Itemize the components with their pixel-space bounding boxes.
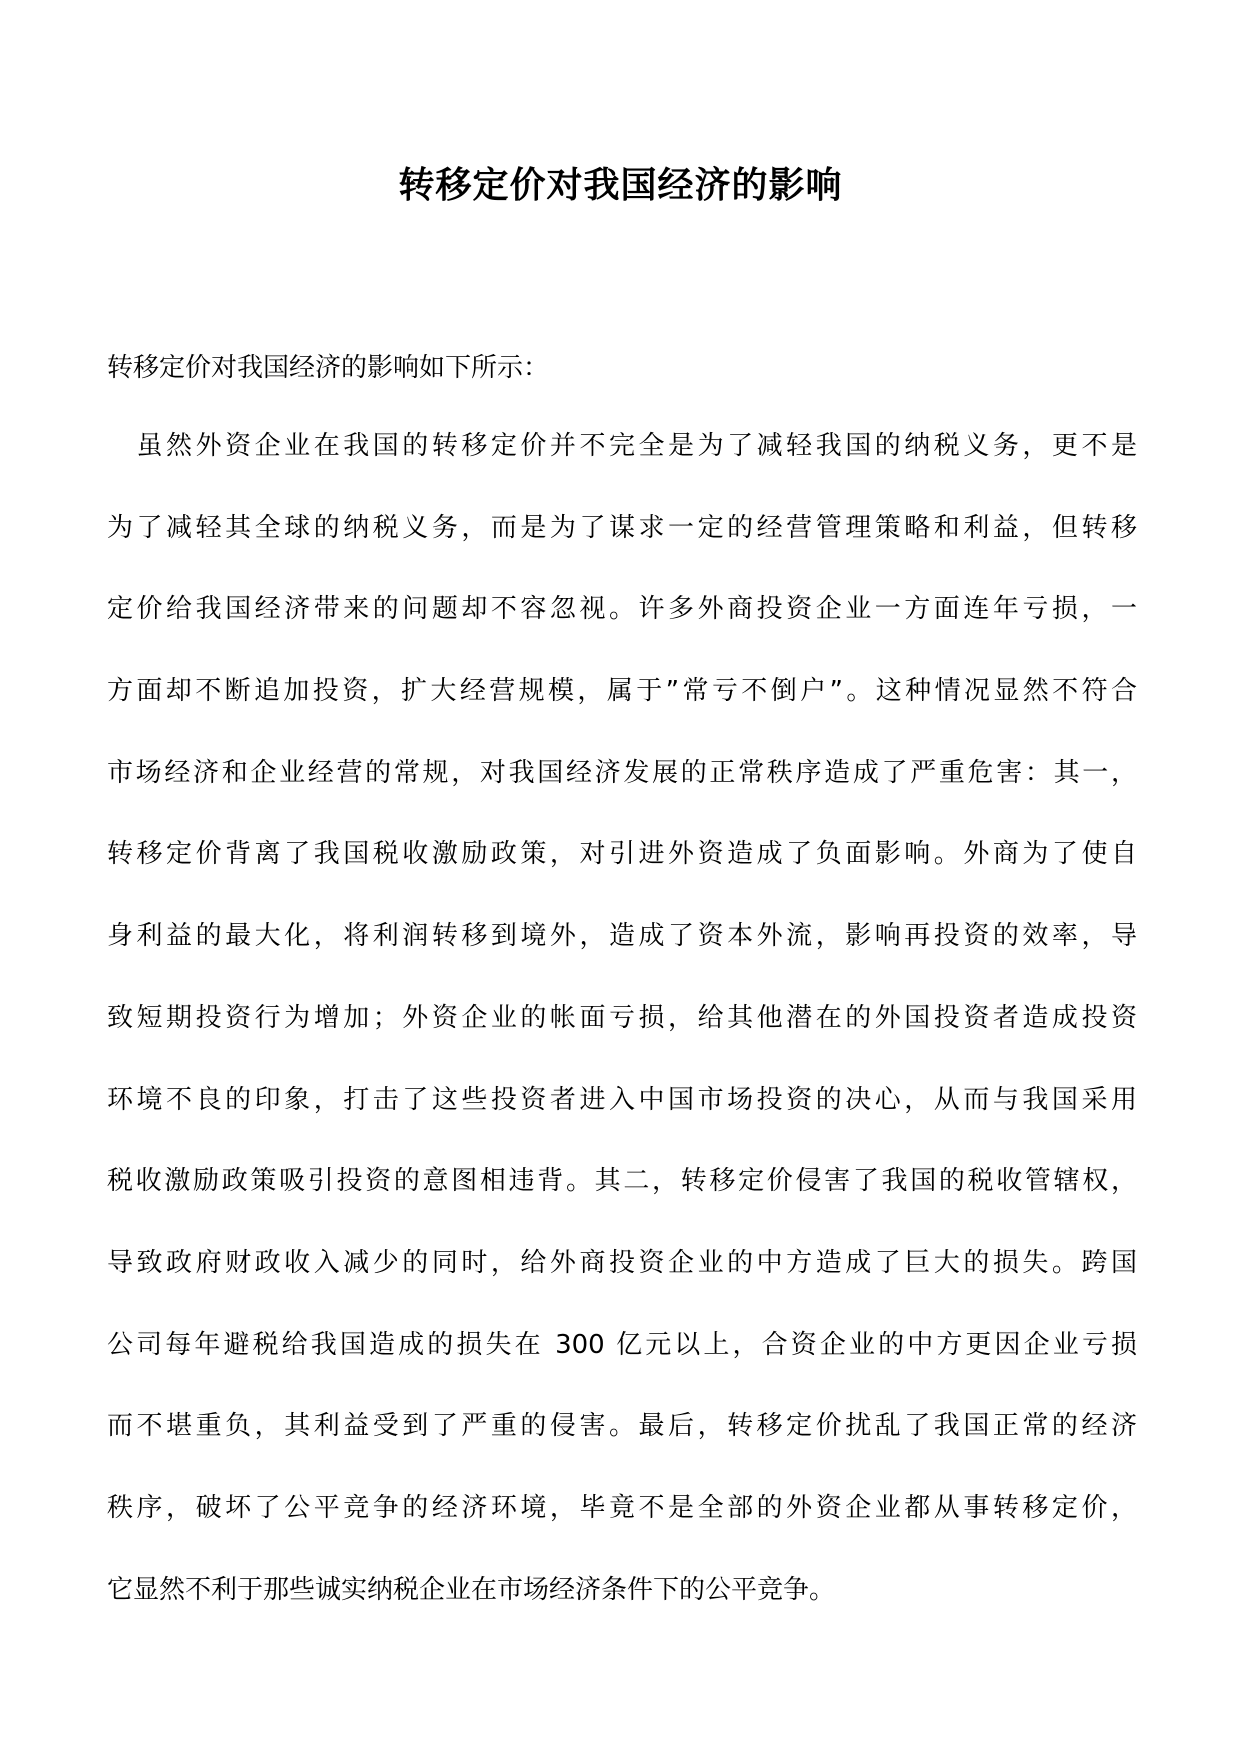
body-line: 而不堪重负，其利益受到了严重的侵害。最后，转移定价扰乱了我国正常的经济 — [107, 1411, 1137, 1442]
body-line: 方面却不断追加投资，扩大经营规模，属于”常亏不倒户”。这种情况显然不符合 — [107, 676, 1137, 707]
body-line: 为了减轻其全球的纳税义务，而是为了谋求一定的经营管理策略和利益，但转移 — [107, 512, 1137, 543]
body-line: 公司每年避税给我国造成的损失在 300 亿元以上，合资企业的中方更因企业亏损 — [107, 1329, 1137, 1360]
body-line: 虽然外资企业在我国的转移定价并不完全是为了减轻我国的纳税义务，更不是 — [107, 431, 1137, 461]
intro-paragraph: 转移定价对我国经济的影响如下所示： — [107, 353, 550, 383]
body-line: 秩序，破坏了公平竞争的经济环境，毕竟不是全部的外资企业都从事转移定价， — [107, 1492, 1137, 1523]
body-line: 税收激励政策吸引投资的意图相违背。其二，转移定价侵害了我国的税收管辖权， — [107, 1166, 1137, 1197]
body-line: 环境不良的印象，打击了这些投资者进入中国市场投资的决心，从而与我国采用 — [107, 1084, 1137, 1115]
body-line: 致短期投资行为增加；外资企业的帐面亏损，给其他潜在的外国投资者造成投资 — [107, 1002, 1137, 1033]
body-line: 市场经济和企业经营的常规，对我国经济发展的正常秩序造成了严重危害：其一， — [107, 757, 1137, 788]
body-line: 导致政府财政收入减少的同时，给外商投资企业的中方造成了巨大的损失。跨国 — [107, 1247, 1137, 1278]
body-line: 它显然不利于那些诚实纳税企业在市场经济条件下的公平竞争。 — [107, 1574, 836, 1605]
body-line: 转移定价背离了我国税收激励政策，对引进外资造成了负面影响。外商为了使自 — [107, 839, 1137, 870]
document-title: 转移定价对我国经济的影响 — [398, 165, 843, 206]
body-paragraph — [107, 426, 1137, 1651]
body-line: 身利益的最大化，将利润转移到境外，造成了资本外流，影响再投资的效率，导 — [107, 921, 1137, 952]
body-line: 定价给我国经济带来的问题却不容忽视。许多外商投资企业一方面连年亏损，一 — [107, 594, 1137, 625]
